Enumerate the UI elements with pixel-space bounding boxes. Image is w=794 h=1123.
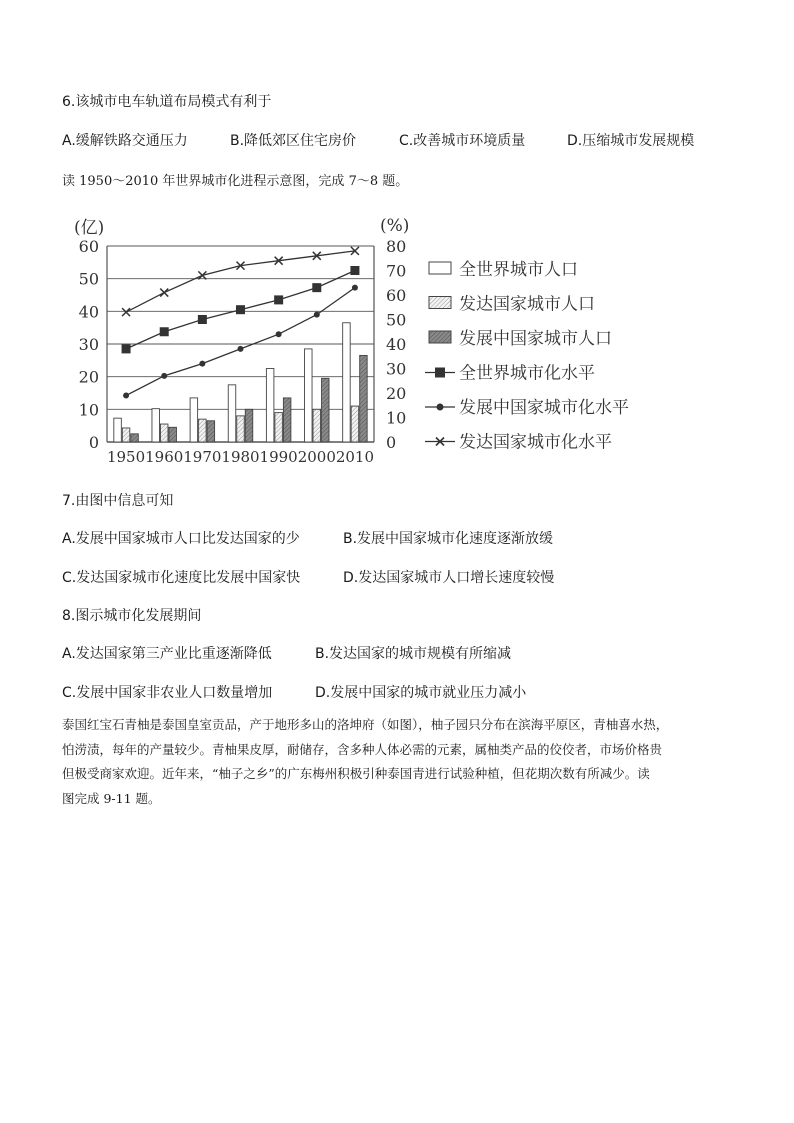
bar <box>199 419 207 442</box>
q8-option-d: D.发展中国家的城市就业压力减小 <box>315 685 527 701</box>
passage-line: 但极受商家欢迎。近年来，“柚子之乡”的广东梅州积极引种泰国青进行试验种植，但花期次数有所减少。读 <box>62 766 650 781</box>
bar <box>305 349 313 442</box>
legend-label: 全世界城市人口 <box>459 260 578 280</box>
bar <box>152 409 160 442</box>
bar <box>322 378 330 442</box>
bar <box>160 424 168 442</box>
right-tick-label: 20 <box>386 384 407 403</box>
dot-marker <box>161 373 167 379</box>
legend-square-marker <box>435 368 445 378</box>
bar <box>313 409 321 442</box>
bar <box>283 398 291 442</box>
passage-line: 怕涝渍，每年的产量较少。青柚果皮厚，耐储存，含多种人体必需的元素，属柚类产品的佼佼者，市场价格贵 <box>62 741 663 757</box>
dot-marker <box>352 285 358 291</box>
q6-option-b: B.降低郊区住宅房价 <box>230 133 357 149</box>
legend-dot-marker <box>437 404 444 411</box>
passage-line: 图完成 9-11 题。 <box>62 790 161 806</box>
left-tick-label: 60 <box>78 237 99 256</box>
x-tick-label: 1960 <box>145 448 184 466</box>
q7-option-d: D.发达国家城市人口增长速度较慢 <box>343 570 555 586</box>
bar <box>207 421 215 442</box>
q7-option-a: A.发展中国家城市人口比发达国家的少 <box>62 531 300 547</box>
dot-marker <box>123 392 129 398</box>
square-marker <box>312 283 321 292</box>
x-tick-label: 1950 <box>106 448 146 466</box>
q6-option-c: C.改善城市环境质量 <box>399 133 526 149</box>
bar <box>351 406 359 442</box>
dot-marker <box>276 331 282 337</box>
bar <box>275 413 283 442</box>
q8-stem: 8.图示城市化发展期间 <box>62 608 202 624</box>
series-line <box>126 251 355 312</box>
intro-7-8: 读 1950～2010 年世界城市化进程示意图，完成 7～8 题。 <box>62 174 409 189</box>
left-tick-label: 10 <box>78 400 99 420</box>
left-tick-label: 20 <box>78 367 99 387</box>
x-tick-label: 1980 <box>221 448 260 466</box>
q7-stem: 7.由图中信息可知 <box>62 493 174 509</box>
x-tick-label: 2000 <box>297 448 336 466</box>
left-axis-unit: (亿) <box>74 218 105 238</box>
bar <box>266 369 274 443</box>
square-marker <box>122 344 131 353</box>
legend-label: 发展中国家城市人口 <box>459 329 612 349</box>
left-tick-label: 0 <box>88 433 99 452</box>
bar <box>169 427 177 442</box>
bar <box>360 355 368 442</box>
right-tick-label: 30 <box>386 359 407 379</box>
dot-marker <box>199 361 205 367</box>
q8-option-a: A.发达国家第三产业比重逐渐降低 <box>62 646 272 662</box>
bar <box>237 416 245 442</box>
left-tick-label: 40 <box>78 302 99 322</box>
q8-option-c: C.发展中国家非农业人口数量增加 <box>62 685 273 701</box>
right-tick-label: 80 <box>386 237 407 256</box>
bar <box>122 428 130 442</box>
q7-option-b: B.发展中国家城市化速度逐渐放缓 <box>343 531 554 547</box>
square-marker <box>274 295 283 304</box>
urbanization-chart <box>62 205 672 470</box>
q6-option-a: A.缓解铁路交通压力 <box>62 133 188 149</box>
bar <box>190 398 198 442</box>
square-marker <box>198 315 207 324</box>
passage <box>62 713 734 811</box>
dot-marker <box>314 312 320 318</box>
right-tick-label: 70 <box>386 261 407 281</box>
legend-label: 发达国家城市人口 <box>459 294 595 315</box>
q6-stem: 6.该城市电车轨道布局模式有利于 <box>62 94 272 110</box>
legend-label: 发达国家城市化水平 <box>459 432 612 453</box>
right-tick-label: 50 <box>386 310 407 330</box>
bar <box>343 323 351 442</box>
square-marker <box>236 305 245 314</box>
legend-label: 发展中国家城市化水平 <box>459 398 629 418</box>
left-tick-label: 30 <box>78 335 99 354</box>
dot-marker <box>238 346 244 352</box>
left-tick-label: 50 <box>78 269 99 289</box>
x-tick-label: 2010 <box>335 448 375 466</box>
x-tick-label: 1970 <box>183 448 222 466</box>
q8-option-b: B.发达国家的城市规模有所缩减 <box>315 646 512 662</box>
legend-label: 全世界城市化水平 <box>459 363 595 384</box>
legend-swatch <box>429 297 451 309</box>
right-tick-label: 0 <box>386 433 397 452</box>
legend-swatch <box>429 262 451 274</box>
passage-line: 泰国红宝石青柚是泰国皇室贡品，产于地形多山的洛坤府（如图），柚子园只分布在滨海平原区，青柚喜水热， <box>62 717 669 732</box>
right-tick-label: 10 <box>386 408 407 428</box>
bar <box>114 418 122 442</box>
x-tick-label: 1990 <box>259 448 298 466</box>
right-tick-label: 60 <box>386 286 407 305</box>
right-axis-unit: (%) <box>380 216 410 236</box>
bar <box>228 385 236 442</box>
legend-swatch <box>429 331 451 343</box>
bar <box>131 434 139 442</box>
square-marker <box>350 266 359 275</box>
q7-option-c: C.发达国家城市化速度比发展中国家快 <box>62 570 301 586</box>
right-tick-label: 40 <box>386 335 407 354</box>
series-line <box>126 288 355 396</box>
q6-option-d: D.压缩城市发展规模 <box>567 133 695 149</box>
square-marker <box>160 327 169 336</box>
bar <box>245 409 253 442</box>
